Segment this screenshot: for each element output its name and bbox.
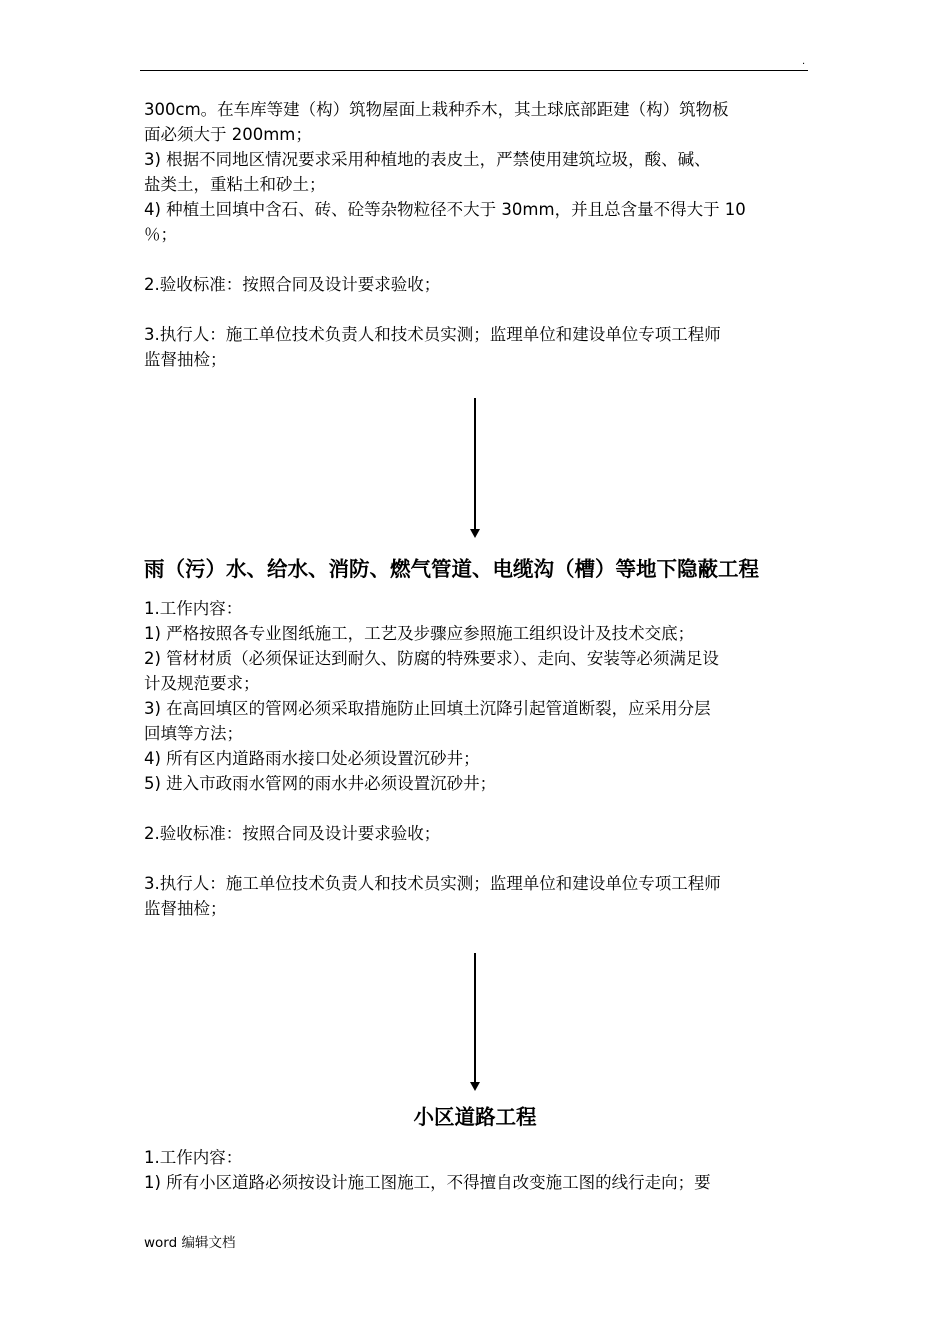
- text-line: 3) 根据不同地区情况要求采用种植地的表皮土，严禁使用建筑垃圾，酸、碱、: [144, 150, 711, 169]
- text-line: 计及规范要求；: [144, 674, 260, 693]
- text-line: 1.工作内容：: [144, 1148, 243, 1167]
- text-line: 4) 所有区内道路雨水接口处必须设置沉砂井；: [144, 749, 480, 768]
- text-line: 300cm。在车库等建（构）筑物屋面上栽种乔木，其土球底部距建（构）筑物板: [144, 100, 729, 119]
- text-line: 盐类土，重粘土和砂土；: [144, 175, 326, 194]
- text-line: 回填等方法；: [144, 724, 243, 743]
- flow-arrow-down: [470, 398, 480, 538]
- section-title-road: 小区道路工程: [413, 1105, 537, 1129]
- text-line: 5) 进入市政雨水管网的雨水井必须设置沉砂井；: [144, 774, 497, 793]
- acceptance-standard: 2.验收标准：按照合同及设计要求验收；: [144, 275, 441, 294]
- text-line: 1.工作内容：: [144, 599, 243, 618]
- text-line: 3) 在高回填区的管网必须采取措施防止回填土沉降引起管道断裂，应采用分层: [144, 699, 711, 718]
- executor-line: 监督抽检；: [144, 350, 227, 369]
- header-corner-mark: .: [802, 56, 806, 67]
- acceptance-standard: 2.验收标准：按照合同及设计要求验收；: [144, 824, 441, 843]
- section-title-pipes: 雨（污）水、给水、消防、燃气管道、电缆沟（槽）等地下隐蔽工程: [144, 557, 759, 581]
- text-line: 1) 严格按照各专业图纸施工，工艺及步骤应参照施工组织设计及技术交底；: [144, 624, 695, 643]
- header-rule: [140, 70, 808, 71]
- text-line: 面必须大于 200mm；: [144, 125, 312, 144]
- executor-line: 监督抽检；: [144, 899, 227, 918]
- text-line: 2) 管材材质（必须保证达到耐久、防腐的特殊要求）、走向、安装等必须满足设: [144, 649, 719, 668]
- footer-label: word 编辑文档: [144, 1235, 236, 1251]
- text-line: ％；: [144, 225, 177, 244]
- flow-arrow-down: [470, 953, 480, 1091]
- text-line: 4) 种植土回填中含石、砖、砼等杂物粒径不大于 30mm，并且总含量不得大于 10: [144, 200, 746, 219]
- executor-line: 3.执行人：施工单位技术负责人和技术员实测；监理单位和建设单位专项工程师: [144, 874, 721, 893]
- executor-line: 3.执行人：施工单位技术负责人和技术员实测；监理单位和建设单位专项工程师: [144, 325, 721, 344]
- text-line: 1) 所有小区道路必须按设计施工图施工，不得擅自改变施工图的线行走向；要: [144, 1173, 711, 1192]
